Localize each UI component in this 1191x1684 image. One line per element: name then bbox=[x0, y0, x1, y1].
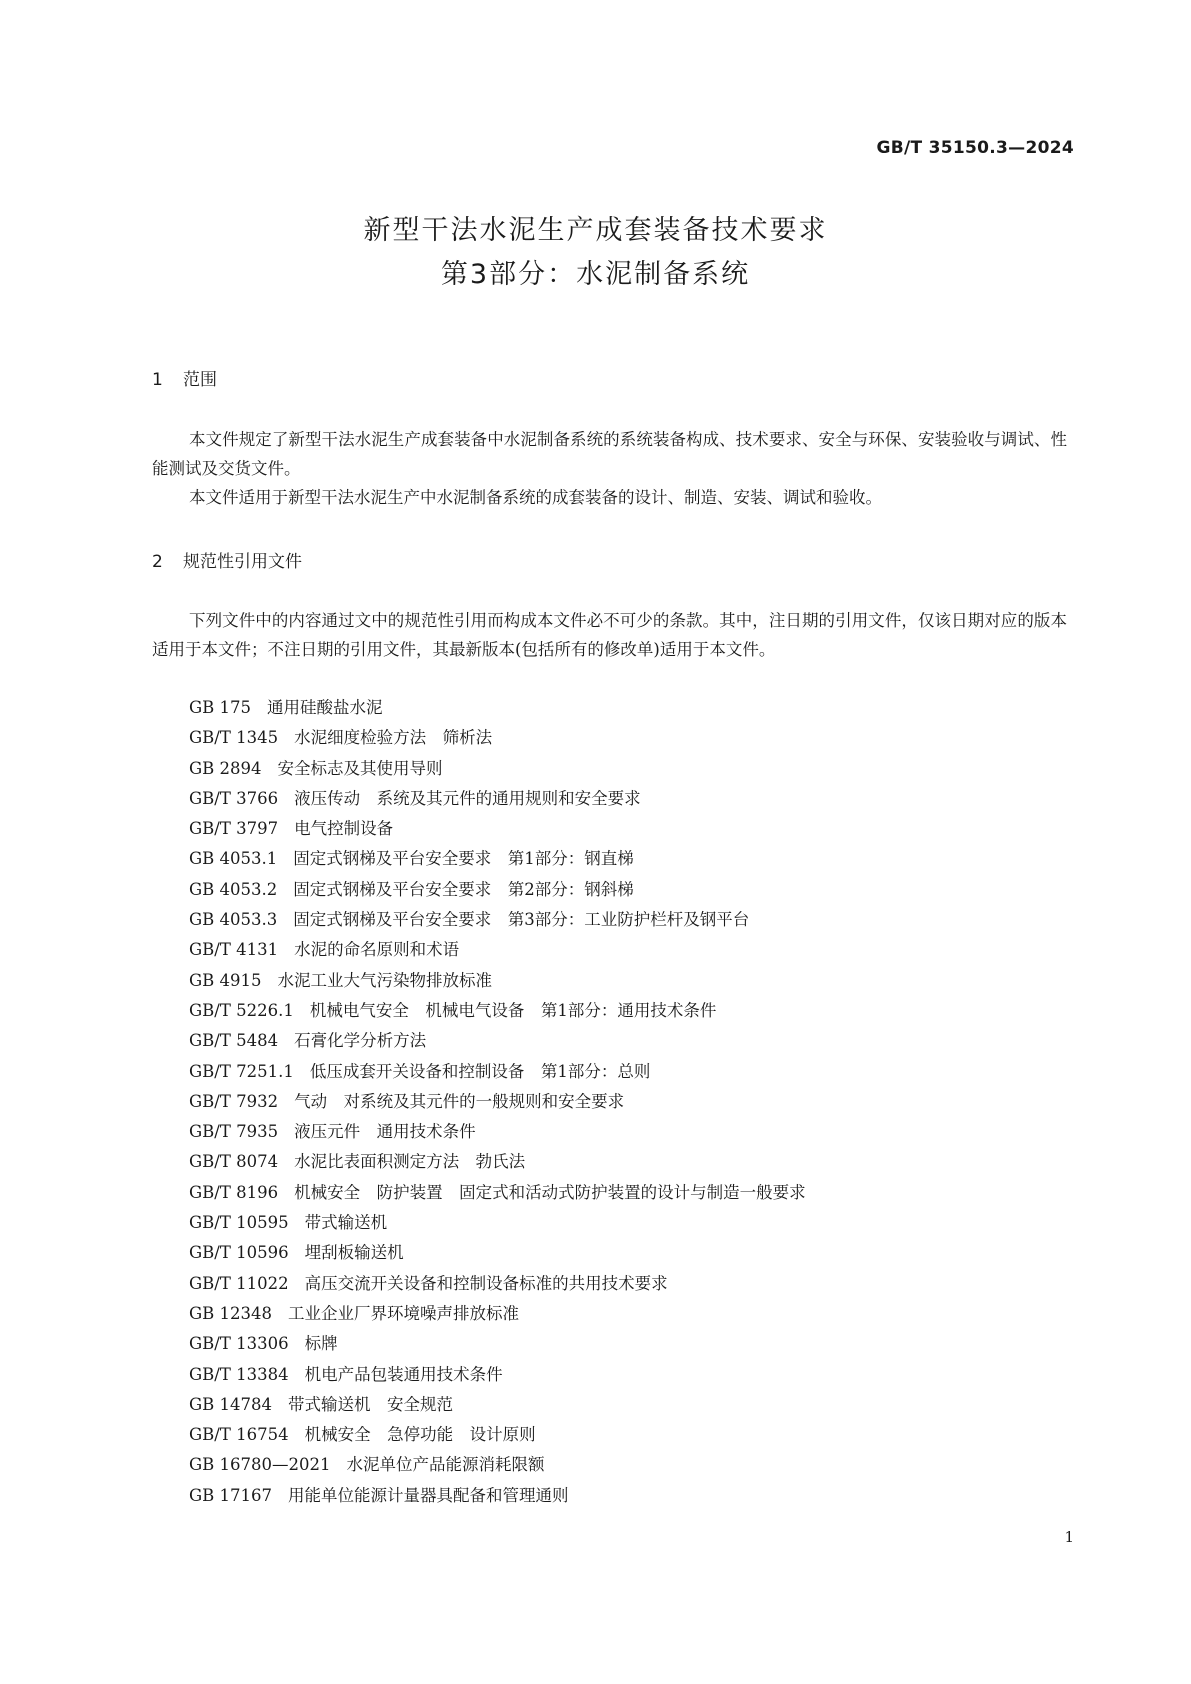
reference-title: 工业企业厂界环境噪声排放标准 bbox=[288, 1303, 520, 1323]
reference-code: GB/T 11022 bbox=[189, 1273, 289, 1293]
reference-item bbox=[189, 844, 806, 874]
reference-item bbox=[189, 935, 806, 965]
reference-code: GB 4915 bbox=[189, 970, 262, 990]
reference-item bbox=[189, 1238, 806, 1268]
reference-title: 水泥的命名原则和术语 bbox=[294, 940, 460, 960]
reference-item bbox=[189, 1178, 806, 1208]
reference-title: 低压成套开关设备和控制设备 第1部分：总则 bbox=[309, 1061, 651, 1081]
reference-title: 机电产品包装通用技术条件 bbox=[304, 1364, 503, 1384]
reference-item bbox=[189, 1450, 806, 1480]
reference-title: 固定式钢梯及平台安全要求 第3部分：工业防护栏杆及钢平台 bbox=[293, 910, 750, 930]
reference-item bbox=[189, 1329, 806, 1359]
reference-title: 埋刮板输送机 bbox=[304, 1243, 404, 1263]
reference-title: 液压传动 系统及其元件的通用规则和安全要求 bbox=[294, 788, 641, 808]
reference-item bbox=[189, 966, 806, 996]
page-number: 1 bbox=[1064, 1528, 1074, 1546]
reference-item bbox=[189, 693, 806, 723]
reference-code: GB/T 3797 bbox=[189, 819, 279, 839]
reference-item bbox=[189, 1269, 806, 1299]
reference-title: 固定式钢梯及平台安全要求 第2部分：钢斜梯 bbox=[293, 879, 634, 899]
reference-title: 水泥比表面积测定方法 勃氏法 bbox=[294, 1152, 526, 1172]
reference-item bbox=[189, 905, 806, 935]
reference-item bbox=[189, 1481, 806, 1511]
reference-title: 液压元件 通用技术条件 bbox=[294, 1122, 476, 1142]
reference-code: GB 17167 bbox=[189, 1485, 273, 1505]
reference-title: 水泥细度检验方法 筛析法 bbox=[294, 728, 493, 748]
reference-code: GB 4053.1 bbox=[189, 849, 278, 869]
reference-title: 电气控制设备 bbox=[294, 819, 394, 839]
reference-code: GB/T 5226.1 bbox=[189, 1000, 294, 1020]
reference-code: GB 4053.2 bbox=[189, 879, 278, 899]
reference-code: GB 12348 bbox=[189, 1303, 273, 1323]
reference-title: 带式输送机 bbox=[304, 1213, 388, 1233]
reference-title: 气动 对系统及其元件的一般规则和安全要求 bbox=[294, 1091, 625, 1111]
reference-item bbox=[189, 1057, 806, 1087]
reference-list bbox=[189, 693, 806, 1511]
reference-code: GB/T 1345 bbox=[189, 728, 279, 748]
reference-title: 通用硅酸盐水泥 bbox=[267, 698, 383, 717]
reference-item bbox=[189, 875, 806, 905]
reference-code: GB/T 13306 bbox=[189, 1334, 289, 1354]
reference-title: 机械安全 防护装置 固定式和活动式防护装置的设计与制造一般要求 bbox=[294, 1182, 806, 1202]
reference-code: GB/T 10595 bbox=[189, 1213, 289, 1233]
reference-item bbox=[189, 754, 806, 784]
reference-code: GB/T 3766 bbox=[189, 788, 279, 808]
document-subtitle: 第3部分：水泥制备系统 bbox=[440, 259, 751, 290]
paragraph: 本文件适用于新型干法水泥生产中水泥制备系统的成套装备的设计、制造、安装、调试和验收。 bbox=[189, 488, 882, 507]
reference-item bbox=[189, 996, 806, 1026]
reference-title: 安全标志及其使用导则 bbox=[277, 758, 443, 778]
reference-item bbox=[189, 1117, 806, 1147]
reference-code: GB/T 8196 bbox=[189, 1182, 279, 1202]
reference-title: 固定式钢梯及平台安全要求 第1部分：钢直梯 bbox=[293, 849, 634, 869]
section-heading-normative-references bbox=[152, 547, 302, 572]
reference-code: GB/T 7935 bbox=[189, 1122, 279, 1142]
reference-code: GB/T 10596 bbox=[189, 1243, 289, 1263]
reference-item bbox=[189, 1026, 806, 1056]
reference-code: GB/T 7251.1 bbox=[189, 1061, 294, 1081]
section-number: 1 bbox=[152, 370, 163, 390]
reference-code: GB/T 4131 bbox=[189, 940, 279, 960]
reference-title: 带式输送机 安全规范 bbox=[288, 1394, 454, 1414]
reference-item bbox=[189, 1147, 806, 1177]
reference-code: GB/T 5484 bbox=[189, 1031, 279, 1051]
reference-item bbox=[189, 1390, 806, 1420]
reference-title: 石膏化学分析方法 bbox=[294, 1031, 427, 1051]
document-title: 新型干法水泥生产成套装备技术要求 bbox=[363, 215, 828, 246]
reference-code: GB 14784 bbox=[189, 1394, 273, 1414]
reference-code: GB/T 7932 bbox=[189, 1091, 279, 1111]
standard-number: GB/T 35150.3—2024 bbox=[876, 138, 1074, 158]
reference-code: GB 2894 bbox=[189, 758, 262, 778]
reference-title: 水泥工业大气污染物排放标准 bbox=[277, 970, 493, 990]
reference-code: GB/T 8074 bbox=[189, 1152, 279, 1172]
reference-item bbox=[189, 1360, 806, 1390]
section-title: 规范性引用文件 bbox=[183, 552, 302, 572]
paragraph: 本文件规定了新型干法水泥生产成套装备中水泥制备系统的系统装备构成、技术要求、安全与环保、安装验收与调试、性能测试及交货文件。 bbox=[152, 430, 1067, 478]
reference-item bbox=[189, 784, 806, 814]
section-number: 2 bbox=[152, 552, 163, 572]
reference-title: 标牌 bbox=[304, 1334, 338, 1354]
reference-item bbox=[189, 1208, 806, 1238]
reference-item bbox=[189, 723, 806, 753]
reference-item bbox=[189, 1299, 806, 1329]
reference-code: GB 16780—2021 bbox=[189, 1455, 331, 1475]
section-title: 范围 bbox=[183, 370, 217, 390]
section-heading-scope bbox=[152, 365, 217, 390]
reference-item bbox=[189, 1087, 806, 1117]
reference-title: 机械电气安全 机械电气设备 第1部分：通用技术条件 bbox=[309, 1000, 717, 1020]
paragraph: 下列文件中的内容通过文中的规范性引用而构成本文件必不可少的条款。其中，注日期的引用文件，仅该日期对应的版本适用于本文件；不注日期的引用文件，其最新版本(包括所有的修改单)适用于本文件。 bbox=[152, 611, 1067, 659]
reference-code: GB 175 bbox=[189, 698, 252, 717]
reference-code: GB/T 16754 bbox=[189, 1425, 289, 1445]
reference-title: 用能单位能源计量器具配备和管理通则 bbox=[288, 1485, 569, 1505]
reference-code: GB/T 13384 bbox=[189, 1364, 289, 1384]
reference-item bbox=[189, 1420, 806, 1450]
reference-title: 高压交流开关设备和控制设备标准的共用技术要求 bbox=[304, 1273, 668, 1293]
reference-title: 机械安全 急停功能 设计原则 bbox=[304, 1425, 536, 1445]
reference-code: GB 4053.3 bbox=[189, 910, 278, 930]
reference-title: 水泥单位产品能源消耗限额 bbox=[346, 1455, 545, 1475]
reference-item bbox=[189, 814, 806, 844]
